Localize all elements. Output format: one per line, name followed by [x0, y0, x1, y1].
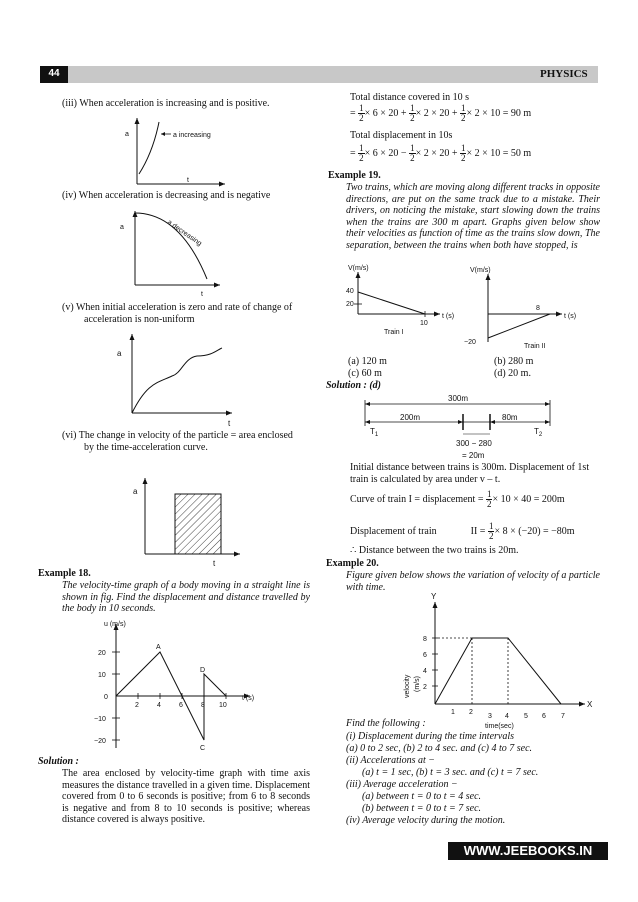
- velocity-time-graph: [78, 616, 268, 756]
- displacement-train-2: Displacement of train II = $\frac{1}{2}$ × 8 × (−20) = −80m: [350, 521, 575, 541]
- track-right: 80m: [502, 413, 518, 422]
- example-19-title: Example 19.: [328, 170, 381, 181]
- t2-ylabel: V(m/s): [470, 267, 491, 274]
- option-b: (b) 280 m: [494, 356, 534, 367]
- example-18-title: Example 18.: [38, 568, 91, 579]
- g5-xtick-2: 2: [135, 702, 139, 709]
- track-t2: $T_2$: [534, 427, 543, 438]
- subject-title: PHYSICS: [540, 68, 588, 80]
- page-number: 44: [48, 68, 60, 79]
- g2-t-label: t: [201, 291, 203, 298]
- g6-xtick-1: 1: [451, 709, 455, 716]
- g6-xlabel: time(sec): [485, 723, 514, 730]
- watermark-badge: WWW.JEEBOOKS.IN: [448, 842, 608, 860]
- curve-train-1: Curve of train I = displacement = $\frac{1}{2}$ × 10 × 40 = 200m: [350, 489, 565, 509]
- g6-ylabel-2: (m/s): [414, 676, 421, 692]
- graph-a-increasing: [115, 112, 255, 192]
- example-20-title: Example 20.: [326, 558, 379, 569]
- g1-note: a increasing: [173, 132, 211, 139]
- track-diff1: 300 − 280: [456, 439, 492, 448]
- t2-y8: 8: [536, 305, 540, 312]
- train-graphs: [340, 262, 600, 354]
- find-following: Find the following :: [346, 718, 426, 729]
- track-t1: $T_1$: [370, 427, 379, 438]
- g5-xtick-10: 10: [219, 702, 227, 709]
- t2-name: Train II: [524, 343, 546, 350]
- t1-y20: 20: [346, 301, 354, 308]
- example-18-text: The velocity-time graph of a body moving in a straight line is shown in fig. Find the displacement and distance travelled by the body in 10 seconds.: [62, 580, 310, 614]
- t1-xlabel: t (s): [442, 313, 455, 320]
- g6-xtick-2: 2: [469, 709, 473, 716]
- t2-xlabel: t (s): [564, 313, 577, 320]
- g2-a-label: a: [120, 224, 124, 231]
- option-c: (c) 60 m: [348, 368, 382, 379]
- total-distance-label: Total distance covered in 10 s: [350, 92, 469, 103]
- case-iv: (iv) When acceleration is decreasing and is negative: [62, 190, 271, 201]
- g5-ytick-20: 20: [98, 650, 106, 657]
- g5-xlabel: t (s): [242, 695, 255, 702]
- graph-area: [125, 472, 255, 567]
- g6-ylabel-1: velocity: [404, 674, 411, 698]
- total-displacement-label: Total displacement in 10s: [350, 130, 453, 141]
- g6-ytick-8: 8: [423, 636, 427, 643]
- case-v-line2: acceleration is non-uniform: [84, 314, 195, 325]
- header-bar: [40, 66, 598, 83]
- option-a: (a) 120 m: [348, 356, 387, 367]
- solution-18-title: Solution :: [38, 756, 79, 767]
- g5-ytick-m10: −10: [94, 716, 106, 723]
- g3-a-label: a: [117, 349, 122, 358]
- velocity-graph-ex20: [385, 590, 600, 730]
- t1-ylabel: V(m/s): [348, 265, 369, 272]
- question-1-parts: (a) 0 to 2 sec, (b) 2 to 4 sec. and (c) 4 to 7 sec.: [346, 743, 533, 754]
- question-3-part-a: (a) between t = 0 to t = 4 sec.: [362, 791, 482, 802]
- displacement-equation: = $\frac{1}{2}$ × 6 × 20 − $\frac{1}{2}$ × 2 × 20 + $\frac{1}{2}$ × 2 × 10 = 50 m: [350, 143, 532, 163]
- g6-xtick-5: 5: [524, 713, 528, 720]
- case-vi-line1: (vi) The change in velocity of the particle = area enclosed: [62, 430, 293, 441]
- g6-x: X: [587, 700, 593, 709]
- question-4: (iv) Average velocity during the motion.: [346, 815, 506, 826]
- g6-ytick-2: 2: [423, 684, 427, 691]
- t1-name: Train I: [384, 329, 404, 336]
- graph-a-nonuniform: [112, 328, 262, 428]
- g1-t-label: t: [187, 177, 189, 184]
- t1-y40: 40: [346, 288, 354, 295]
- distance-equation: = $\frac{1}{2}$ × 6 × 20 + $\frac{1}{2}$ × 2 × 20 + $\frac{1}{2}$ × 2 × 10 = 90 m: [350, 103, 532, 123]
- case-v-line1: (v) When initial acceleration is zero and rate of change of: [62, 302, 293, 313]
- question-3: (iii) Average acceleration −: [346, 779, 458, 790]
- g5-point-d: D: [200, 667, 206, 674]
- g1-a-label: a: [125, 131, 129, 138]
- g4-t-label: t: [213, 559, 216, 567]
- case-vi-line2: by the time-acceleration curve.: [84, 442, 208, 453]
- therefore-line: ∴ Distance between the two trains is 20m.: [350, 545, 519, 556]
- t2-ym20: −20: [464, 339, 476, 346]
- g5-point-a: A: [156, 644, 161, 651]
- track-diagram: [350, 392, 590, 462]
- g4-a-label: a: [133, 487, 138, 496]
- g5-ytick-0: 0: [104, 694, 108, 701]
- question-2: (ii) Accelerations at −: [346, 755, 436, 766]
- track-diff2: = 20m: [462, 451, 485, 460]
- t1-x10: 10: [420, 320, 428, 327]
- g6-xtick-4: 4: [505, 713, 509, 720]
- g2-note: a decreasing: [165, 218, 203, 248]
- g5-point-c: C: [200, 745, 206, 752]
- graph-a-decreasing: [115, 205, 255, 300]
- g6-xtick-3: 3: [488, 713, 492, 720]
- question-3-part-b: (b) between t = 0 to t = 7 sec.: [362, 803, 482, 814]
- g6-xtick-7: 7: [561, 713, 565, 720]
- g6-xtick-6: 6: [542, 713, 546, 720]
- solution-19-text: Initial distance between trains is 300m. Displacement of 1st train is calculated by area under v – t.: [350, 462, 590, 485]
- g5-xtick-4: 4: [157, 702, 161, 709]
- solution-19-title: Solution : (d): [326, 380, 382, 391]
- g5-ytick-m20: −20: [94, 738, 106, 745]
- case-iii: (iii) When acceleration is increasing and is positive.: [62, 98, 270, 109]
- g6-ytick-4: 4: [423, 668, 427, 675]
- g6-y: Y: [431, 592, 437, 601]
- example-20-text: Figure given below shows the variation of velocity of a particle with time.: [346, 570, 600, 593]
- option-d: (d) 20 m.: [494, 368, 531, 379]
- g6-ytick-6: 6: [423, 652, 427, 659]
- g5-xtick-6: 6: [179, 702, 183, 709]
- g5-ylabel: u (m/s): [104, 621, 126, 628]
- track-total: 300m: [448, 394, 469, 403]
- g5-ytick-10: 10: [98, 672, 106, 679]
- solution-18-text: The area enclosed by velocity-time graph with time axis measures the distance travelled in a given time. Displacement covered from 0 to 6 seconds is positive; from 6 to 8 seconds is negative and from 8 to 10 seconds is positive; whereas distance covered is always positive.: [62, 768, 310, 825]
- question-1: (i) Displacement during the time intervals: [346, 731, 515, 742]
- g5-xtick-8: 8: [201, 702, 205, 709]
- example-19-text: Two trains, which are moving along different tracks in opposite directions, are put on the same track due to a mistake. Their drivers, on noticing the mistake, start slowing down the trains when the trains are 300 m apart. Graphs given below show their velocities as function of time as the trains slow down, The separation, between the trains when both have stopped, is: [346, 182, 600, 251]
- question-2-parts: (a) t = 1 sec, (b) t = 3 sec. and (c) t = 7 sec.: [362, 767, 539, 778]
- g3-t-label: t: [228, 419, 231, 428]
- track-left: 200m: [400, 413, 421, 422]
